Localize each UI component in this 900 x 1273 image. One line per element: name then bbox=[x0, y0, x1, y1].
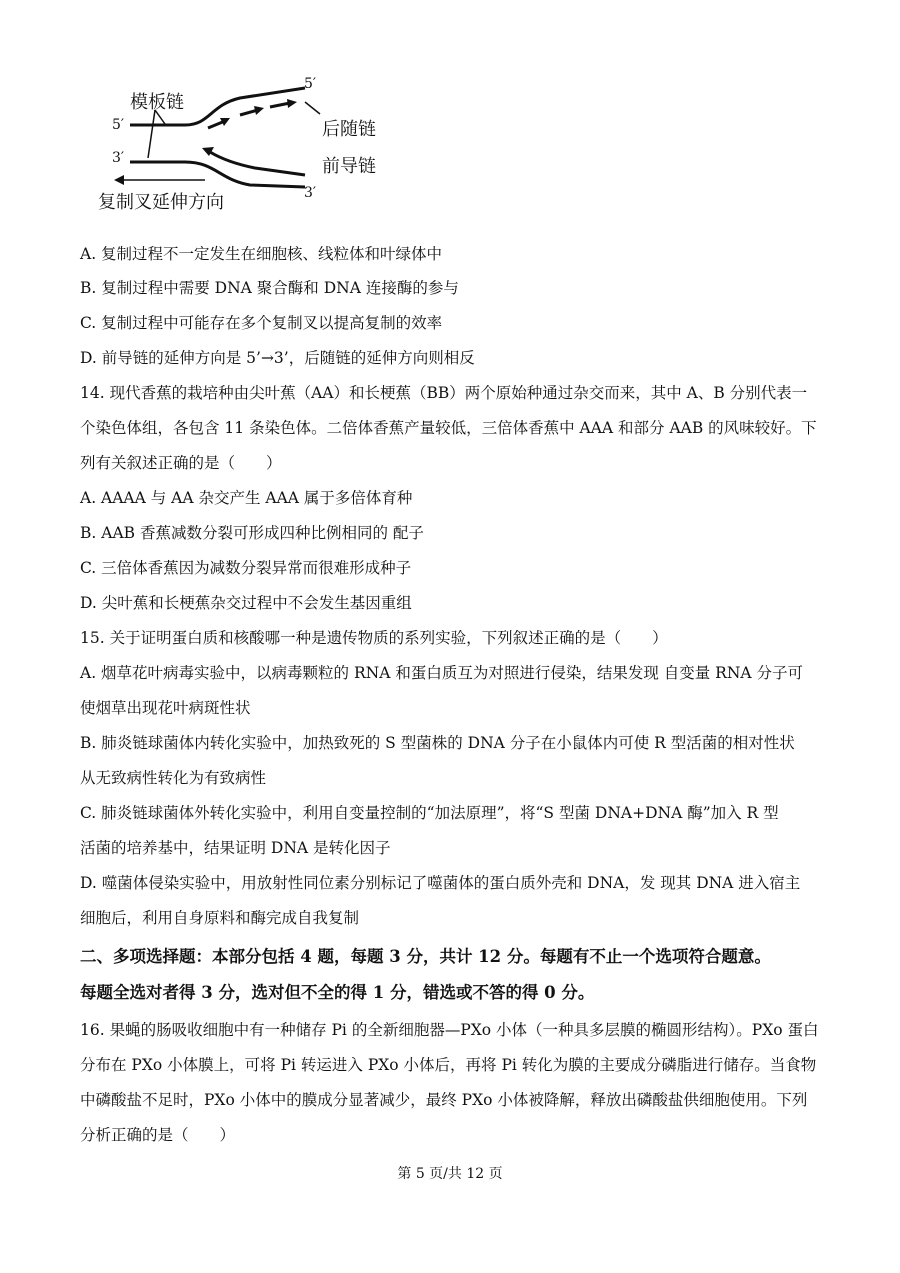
section-heading-line1: 二、多项选择题：本部分包括 4 题，每题 3 分，共计 12 分。每题有不止一个选项符合题意。 bbox=[80, 947, 771, 966]
option-15a-line2: 使烟草出现花叶病斑性状 bbox=[80, 699, 251, 717]
question-14-line1: 14. 现代香蕉的栽培种由尖叶蕉（AA）和长梗蕉（BB）两个原始种通过杂交而来，其中 A、B 分别代表一 bbox=[80, 384, 808, 402]
three-prime-left: 3′ bbox=[112, 150, 125, 166]
template-strand-label: 模板链 bbox=[130, 92, 184, 113]
option-13b: B. 复制过程中需要 DNA 聚合酶和 DNA 连接酶的参与 bbox=[80, 279, 459, 297]
fork-direction-label: 复制叉延伸方向 bbox=[98, 192, 224, 213]
replication-fork-diagram bbox=[90, 70, 410, 220]
option-15a-line1: A. 烟草花叶病毒实验中，以病毒颗粒的 RNA 和蛋白质互为对照进行侵染，结果发现 自变量 RNA 分子可 bbox=[80, 664, 804, 682]
option-14d: D. 尖叶蕉和长梗蕉杂交过程中不会发生基因重组 bbox=[80, 594, 412, 612]
option-13a: A. 复制过程不一定发生在细胞核、线粒体和叶绿体中 bbox=[80, 245, 443, 263]
option-15c-line2: 活菌的培养基中，结果证明 DNA 是转化因子 bbox=[80, 839, 391, 857]
question-16-line1: 16. 果蝇的肠吸收细胞中有一种储存 Pi 的全新细胞器—PXo 小体（一种具多层膜的椭圆形结构）。PXo 蛋白 bbox=[80, 1021, 819, 1039]
option-14b: B. AAB 香蕉减数分裂可形成四种比例相同的 配子 bbox=[80, 524, 424, 542]
question-14-line3: 列有关叙述正确的是（ ） bbox=[80, 454, 282, 472]
option-14c: C. 三倍体香蕉因为减数分裂异常而很难形成种子 bbox=[80, 559, 412, 577]
question-16-line4: 分析正确的是（ ） bbox=[80, 1126, 236, 1144]
question-15: 15. 关于证明蛋白质和核酸哪一种是遗传物质的系列实验，下列叙述正确的是（ ） bbox=[80, 629, 668, 647]
three-prime-bottom: 3′ bbox=[304, 185, 317, 201]
option-15d-line2: 细胞后，利用自身原料和酶完成自我复制 bbox=[80, 909, 360, 927]
option-13c: C. 复制过程中可能存在多个复制叉以提高复制的效率 bbox=[80, 314, 443, 332]
question-14-line2: 个染色体组，各包含 11 条染色体。二倍体香蕉产量较低，三倍体香蕉中 AAA 和部分 AAB 的风味较好。下 bbox=[80, 419, 817, 437]
option-15d-line1: D. 噬菌体侵染实验中，用放射性同位素分别标记了噬菌体的蛋白质外壳和 DNA，发 现其 DNA 进入宿主 bbox=[80, 874, 801, 892]
page-footer: 第 5 页/共 12 页 bbox=[397, 1166, 503, 1182]
option-15b-line2: 从无致病性转化为有致病性 bbox=[80, 769, 267, 787]
question-16-line2: 分布在 PXo 小体膜上，可将 Pi 转运进入 PXo 小体后，再将 Pi 转化为膜的主要成分磷脂进行储存。当食物 bbox=[80, 1056, 817, 1074]
leading-strand-label: 前导链 bbox=[322, 156, 376, 177]
lagging-strand-label: 后随链 bbox=[322, 119, 376, 140]
option-15b-line1: B. 肺炎链球菌体内转化实验中，加热致死的 S 型菌株的 DNA 分子在小鼠体内可使 R 型活菌的相对性状 bbox=[80, 734, 795, 752]
question-16-line3: 中磷酸盐不足时，PXo 小体中的膜成分显著减少，最终 PXo 小体被降解，释放出磷酸盐供细胞使用。下列 bbox=[80, 1091, 808, 1109]
five-prime-top: 5′ bbox=[304, 76, 317, 92]
five-prime-left: 5′ bbox=[112, 117, 125, 133]
option-15c-line1: C. 肺炎链球菌体外转化实验中，利用自变量控制的“加法原理”，将“S 型菌 DNA+DNA 酶”加入 R 型 bbox=[80, 804, 779, 822]
option-13d: D. 前导链的延伸方向是 5’→3’，后随链的延伸方向则相反 bbox=[80, 349, 475, 367]
option-14a: A. AAAA 与 AA 杂交产生 AAA 属于多倍体育种 bbox=[80, 489, 413, 507]
section-heading-line2: 每题全选对者得 3 分，选对但不全的得 1 分，错选或不答的得 0 分。 bbox=[80, 983, 595, 1002]
